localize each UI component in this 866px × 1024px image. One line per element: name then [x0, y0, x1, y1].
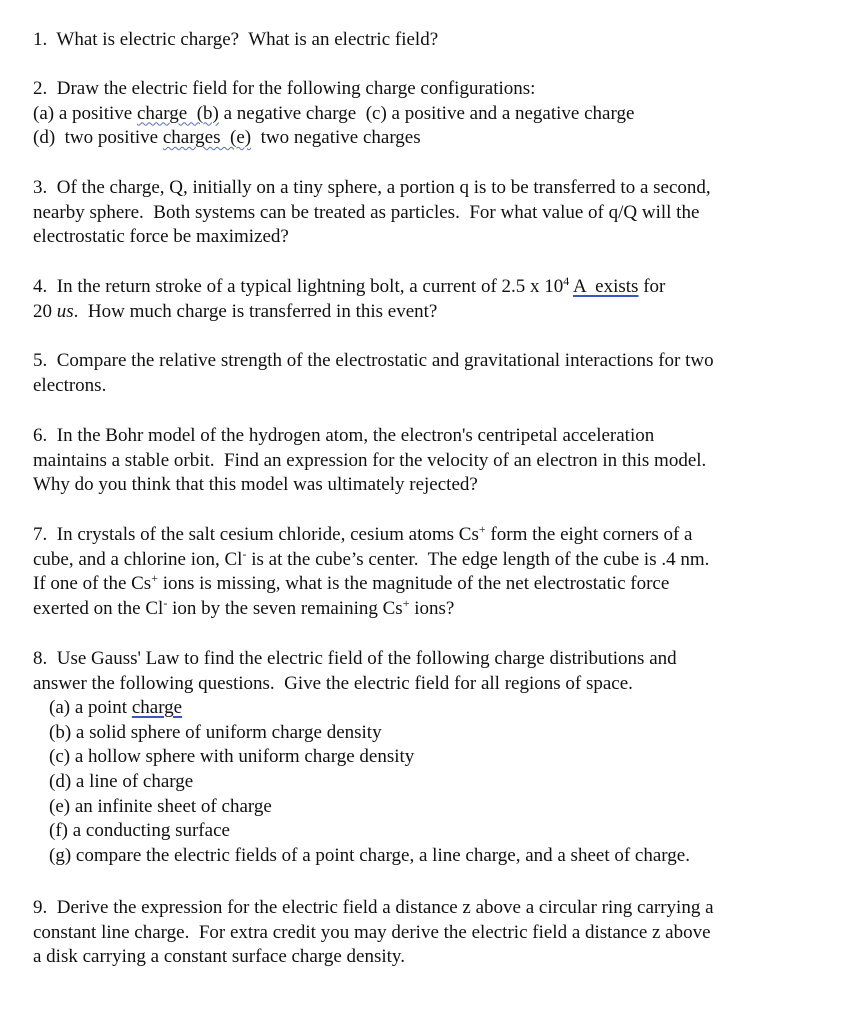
spellcheck-underline-charges-e: charges (e): [162, 127, 252, 149]
question-2-line-3-a: (d) two positive: [33, 127, 163, 149]
question-5-line-1: 5. Compare the relative strength of the electrostatic and gravitational interactions for two: [33, 350, 714, 371]
question-7-line-3-b: ions is missing, what is the magnitude of the net electrostatic force: [157, 573, 670, 595]
question-2-line-3: [33, 126, 634, 151]
spellcheck-underline-charge-b: charge (b): [136, 102, 219, 124]
exponent: 4: [563, 274, 570, 288]
charge-sign: +: [402, 595, 410, 610]
question-8-item-a-prefix: (a) a point: [49, 697, 132, 719]
question-7-line-3-a: If one of the Cs: [33, 573, 152, 595]
question-7-line-1: [33, 523, 709, 548]
question-8-item: (g) compare the electric fields of a point charge, a line charge, and a sheet of charge.: [49, 844, 690, 866]
question-2-line-2-c: a negative charge (c) a positive and a negative charge: [218, 102, 635, 124]
question-2-line-3-c: two negative charges: [251, 127, 421, 149]
charge-sign: +: [151, 571, 158, 586]
charge-sign: -: [163, 595, 168, 610]
question-7-line-2-a: cube, and a chlorine ion, Cl: [33, 548, 243, 570]
question-9-line-2: constant line charge. For extra credit you may derive the electric field a distance z above: [33, 921, 711, 943]
question-8-item: (e) an infinite sheet of charge: [49, 795, 272, 817]
question-4-line-2: [33, 300, 665, 325]
question-7-line-3: [33, 572, 709, 597]
question-7-line-2-b: is at the cube’s center. The edge length of the cube is .4 nm.: [246, 548, 710, 570]
charge-sign: -: [242, 546, 247, 561]
question-7-line-4-c: ions?: [409, 597, 455, 619]
question-4-line-2-a: 20: [33, 300, 57, 322]
question-8-item-a: [33, 696, 690, 721]
question-2-line-2-a: (a) a positive: [33, 102, 137, 124]
question-8-item: (b) a solid sphere of uniform charge density: [49, 721, 382, 743]
grammar-underline-charge: charge: [131, 697, 183, 719]
question-7-line-1-b: form the eight corners of a: [485, 524, 693, 545]
question-9-line-1: 9. Derive the expression for the electric field a distance z above a circular ring carrying a: [33, 897, 714, 918]
question-8-line-2: answer the following questions. Give the electric field for all regions of space.: [33, 672, 633, 694]
question-2: [33, 77, 634, 151]
question-4: [33, 275, 665, 324]
question-9-line-3: a disk carrying a constant surface charge density.: [33, 946, 405, 968]
unit-us: us: [56, 300, 74, 322]
question-3-line-1: 3. Of the charge, Q, initially on a tiny sphere, a portion q is to be transferred to a second,: [33, 177, 711, 198]
question-7-line-4: [33, 597, 709, 622]
question-3-line-2: nearby sphere. Both systems can be treated as particles. For what value of q/Q will the: [33, 201, 700, 223]
question-7-line-1-a: 7. In crystals of the salt cesium chloride, cesium atoms Cs: [33, 524, 479, 545]
question-1: [33, 28, 438, 53]
question-3-line-3: electrostatic force be maximized?: [33, 226, 289, 248]
question-6-line-2: maintains a stable orbit. Find an expression for the velocity of an electron in this model.: [33, 449, 707, 471]
charge-sign: +: [478, 522, 486, 536]
question-6-line-1: 6. In the Bohr model of the hydrogen atom, the electron's centripetal acceleration: [33, 425, 655, 446]
question-2-line-2: [33, 102, 634, 127]
question-4-line-1-d: for: [638, 276, 666, 297]
question-5-line-2: electrons.: [33, 374, 107, 396]
question-6: [33, 424, 706, 498]
question-4-line-2-c: . How much charge is transferred in this event?: [73, 300, 438, 322]
question-9: [33, 896, 714, 970]
question-5: [33, 349, 714, 398]
question-4-line-1-a: 4. In the return stroke of a typical lightning bolt, a current of 2.5 x 10: [33, 276, 564, 297]
question-4-line-1: [33, 275, 665, 300]
question-1-text: 1. What is electric charge? What is an electric field?: [33, 29, 439, 50]
question-7-line-4-b: ion by the seven remaining Cs: [167, 597, 403, 619]
question-8-item: (d) a line of charge: [49, 770, 194, 792]
question-7-line-4-a: exerted on the Cl: [33, 597, 164, 619]
question-2-line-1: 2. Draw the electric field for the following charge configurations:: [33, 78, 536, 99]
question-7-line-2: [33, 548, 709, 573]
question-8-item: (c) a hollow sphere with uniform charge density: [49, 746, 415, 768]
question-7: [33, 523, 709, 621]
question-8-line-1: 8. Use Gauss' Law to find the electric field of the following charge distributions and: [33, 648, 677, 669]
grammar-underline-a-exists: A exists: [573, 276, 639, 297]
question-8: [33, 647, 690, 868]
question-6-line-3: Why do you think that this model was ultimately rejected?: [33, 474, 478, 496]
question-8-item: (f) a conducting surface: [49, 820, 230, 842]
question-3: [33, 176, 711, 250]
